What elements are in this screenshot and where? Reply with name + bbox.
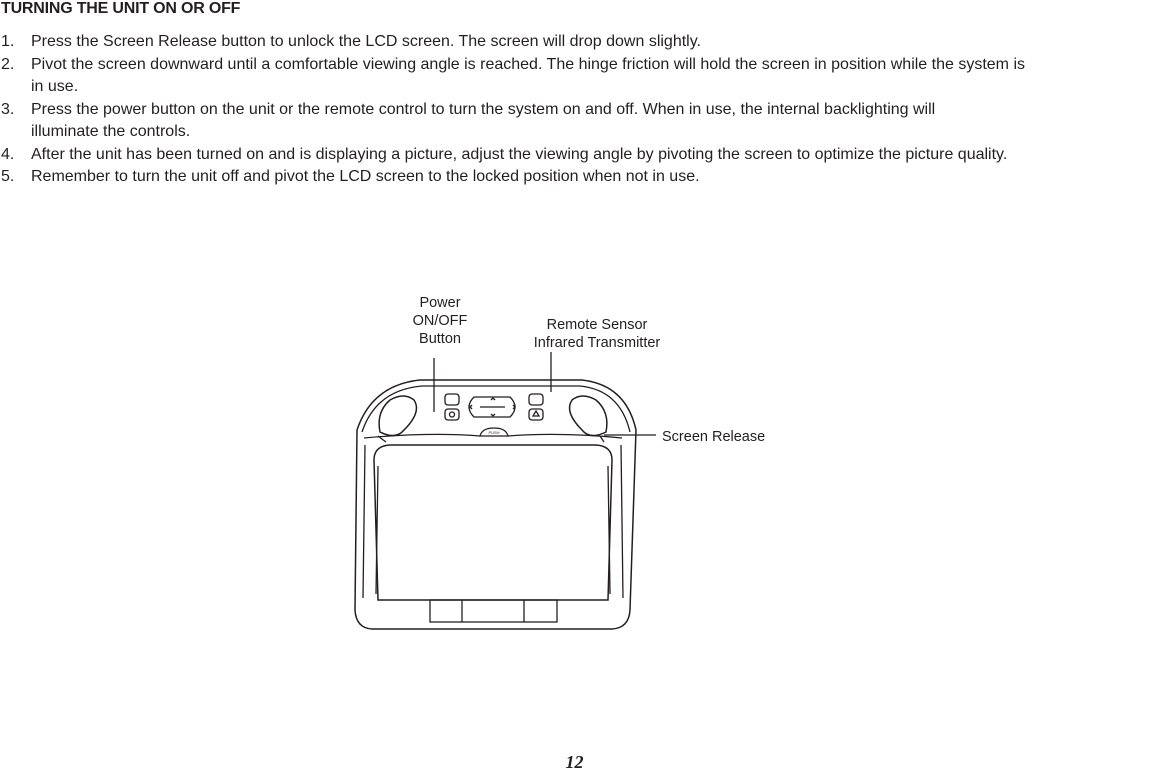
power-button[interactable] xyxy=(445,409,459,420)
step-number: 3. xyxy=(1,100,15,118)
screen-handle[interactable] xyxy=(430,600,557,622)
step-text: Press the Screen Release button to unlock the LCD screen. The screen will drop down slightly. xyxy=(31,33,701,50)
callout-line: Button xyxy=(419,331,461,347)
step-text-continuation: illuminate the controls. xyxy=(31,123,191,140)
callout-line: Remote Sensor xyxy=(546,317,648,333)
lcd-screen-panel xyxy=(374,445,612,600)
housing-inner-edge xyxy=(362,386,630,432)
down-arrow-icon xyxy=(491,414,495,416)
housing-side-left xyxy=(363,445,365,598)
step-text: Pivot the screen downward until a comfortable viewing angle is reached. The hinge friction will hold the screen in position while the system is xyxy=(31,55,1025,73)
eject-icon xyxy=(533,411,539,416)
power-icon xyxy=(450,412,455,417)
left-dome-light xyxy=(379,396,416,436)
step-number: 2. xyxy=(1,55,15,73)
step-number: 5. xyxy=(1,168,15,185)
up-arrow-icon xyxy=(491,398,495,400)
menu-button[interactable] xyxy=(529,394,543,405)
screen-release-callout: Screen Release xyxy=(662,429,766,445)
step-number: 4. xyxy=(1,145,15,163)
housing-side-right xyxy=(621,445,623,598)
callout-line: Power xyxy=(419,295,461,311)
step-number: 1. xyxy=(1,33,15,50)
source-button[interactable] xyxy=(445,394,459,405)
step-text: Press the power button on the unit or the remote control to turn the system on and off. When in use, the internal backlighting will xyxy=(31,100,936,118)
step-text-continuation: in use. xyxy=(31,78,79,95)
step-text: Remember to turn the unit off and pivot the LCD screen to the locked position when not in use. xyxy=(31,168,700,185)
callout-line: ON/OFF xyxy=(412,313,468,329)
section-heading: TURNING THE UNIT ON OR OFF xyxy=(1,0,241,17)
callout-line: Infrared Transmitter xyxy=(533,335,661,351)
push-label: PUSH xyxy=(488,430,500,435)
right-dome-light xyxy=(570,396,607,436)
left-arrow-icon xyxy=(470,405,472,409)
page-number: 12 xyxy=(565,752,584,772)
bezel-seam-left xyxy=(364,434,480,438)
step-text: After the unit has been turned on and is displaying a picture, adjust the viewing angle by pivoting the screen to optimize the picture quality. xyxy=(31,145,1008,163)
